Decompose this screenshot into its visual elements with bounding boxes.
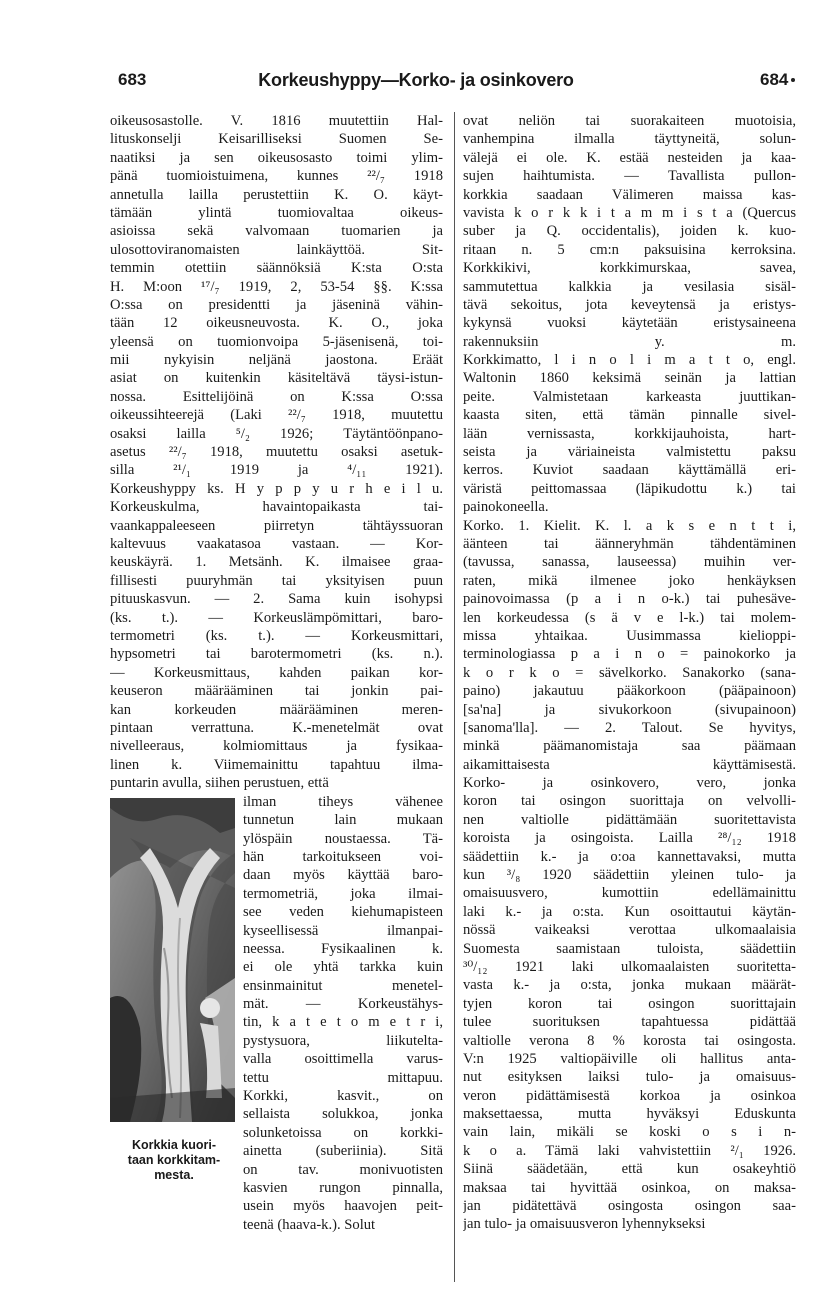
left-page-number: 683 (118, 70, 147, 89)
left-column-text-line: H. M:oon ¹⁷/₇ 1919, 2, 53-54 §§. K:ssa (110, 278, 443, 295)
right-column-text-line: kerros. Kuviot saadaan käyttämällä eri- (463, 462, 796, 479)
right-column-text-line: vain lain, mikäli se koski o s i n- (463, 1124, 796, 1141)
right-column-text-line: Waltonin 1860 keksimä seinän ja lattian (463, 370, 796, 387)
left-column-text-line: linen k. Viimemainittu tapahtuu ilma- (110, 756, 443, 773)
left-column-text-line: hypsometri tai barotermometri (ks. n.). (110, 646, 443, 663)
right-column-text-line: veron pidättämisestä korkoa ja osinkoa (463, 1087, 796, 1104)
right-column-text-line: painovoimassa (p a i n o-k.) tai puhesäve- (463, 591, 796, 608)
right-column-text-line: Korkkimatto, l i n o l i m a t t o, engl. (463, 352, 796, 369)
left-column-text-line: fillisesti puuryhmän tai yksityisen puun (110, 572, 443, 589)
left-column-text-line: osaksi laillа ⁵/₂ 1926; Täytäntöönpano- (110, 425, 443, 442)
left-column-text-line: keuskäyrä. 1. Metsänh. K. ilmaisee graa- (110, 554, 443, 571)
right-column-text-line: kun ³/₈ 1920 säädettiin yleinen tulo- ja (463, 867, 796, 884)
right-column-text-line: raten, mikä ilmenee joko henkäyksen (463, 572, 796, 589)
narrow-column-text-line: valla osoittimella varus- (243, 1051, 443, 1068)
right-column-text-line: välejä ei ole. K. estää nesteiden ja kaa- (463, 149, 796, 166)
right-column-text-line: vavista k o r k k i t a m m i s t a (Quercus (463, 204, 796, 221)
right-column-text-line: tävä sekoitus, jota keveytensä ja eristys- (463, 296, 796, 313)
running-header-title: Korkeushyppy—Korko- ja osinkovero (258, 70, 574, 90)
right-column-text-line: laki k.- ja o:sta. Kun osoittautui käytän- (463, 903, 796, 920)
left-column-text-line: Korkeushyppy ks. H y p p y u r h e i l u. (110, 480, 443, 497)
narrow-column-text-line: kyseellisessä ilmanpai- (243, 922, 443, 939)
right-column-text-line: Korko- ja osinkovero, vero, jonka (463, 775, 796, 792)
right-column-text-line: Suomesta saamistaan tuloista, säädettiin (463, 940, 796, 957)
left-column-text-line: ulosottoviranomaisten lainkäyttöä. Sit- (110, 241, 443, 258)
left-column-text-line: yleensä on tuomionvoipa 5-jäsenisenä, toi- (110, 333, 443, 350)
left-column-text-line: temmin otettiin säännöksiä K:sta O:sta (110, 260, 443, 277)
right-column-text-line: väristä peittomassaa (läpikudottu k.) tai (463, 480, 796, 497)
right-text-column (463, 112, 796, 1234)
narrow-column-text-line: mät. — Korkeustähys- (243, 996, 443, 1013)
right-column-text-line: [sa'na] ja sivukorkoon (sivupainoon) (463, 701, 796, 718)
left-column-text-line: mii nykyisin neljänä jaostona. Eräät (110, 352, 443, 369)
left-column-text-line: vaankappaleeseen piirretyn tähtäyssuoran (110, 517, 443, 534)
right-column-text-line: painokoneella. (463, 499, 549, 516)
right-column-text-line: kaasta siten, että tämän pinnalle sivel- (463, 407, 796, 424)
right-column-text-line: aikamittaisesta käyttämisestä. (463, 756, 796, 773)
right-column-text-line: rakennuksiin y. m. (463, 333, 796, 350)
narrow-column-text-line: kasvien rungon pinnalla, (243, 1180, 443, 1196)
left-column-text-line: nivelleeraus, kolmiomittaus ja fysikaa- (110, 738, 443, 755)
right-page-number: 684 (760, 70, 789, 89)
left-column-text-line: lituskonselji Keisarilliseksi Suomen Se- (110, 131, 443, 148)
right-column-text-line: tyjen koron tai osingon suorittajain (463, 995, 796, 1012)
narrow-column-text-line: ylöspäin noustaessa. Tä- (243, 830, 443, 847)
right-column-text-line: sammutettua kalkkia ja vesilasia sisäl- (463, 278, 796, 295)
right-column-text-line: [sanoma'lla]. — 2. Talout. Se hyvitys, (463, 719, 796, 736)
right-column-text-line: säädettiin k.- ja o:oa kannettavaksi, mutta (463, 848, 796, 865)
narrow-column-text-line: tettu mittapuu. (243, 1069, 443, 1086)
right-column-text-line: len korkeudessa (s ä v e l-k.) tai molem- (463, 609, 796, 626)
left-column-text-line: oikeussihteerejä (Laki ²²/₇ 1918, muutettu (110, 407, 443, 424)
left-column-text-line: Korkeuskulma, havaintopaikasta tai- (110, 499, 443, 516)
right-column-text-line: ritaan n. 5 cm:n paksuisina kerroksina. (463, 241, 796, 258)
right-column-text-line: maksaa tai hyvittää osinkoa, on maksa- (463, 1179, 796, 1196)
narrow-column-text-line: neessa. Fysikaalinen k. (243, 940, 443, 957)
left-column-text-line: puntarin avulla, siihen perustuen, että (110, 775, 329, 792)
right-column-text-line: nut esityksen laiksi tulo- ja omaisuus- (463, 1069, 796, 1086)
narrow-column-text-line: ilman tiheys vähenee (243, 793, 443, 810)
right-column-text-line: omaisuusvero, kumottiin edellämainittu (463, 885, 796, 902)
right-column-text-line: seista ja väriaineista valmistettu paksu (463, 444, 796, 461)
left-column-text-line: oikeusosastolle. V. 1816 muutettiin Hal- (110, 113, 443, 129)
left-narrow-text-column (243, 793, 443, 1234)
left-column-text-line: keuseron määrääminen tai jonkin pai- (110, 683, 443, 700)
narrow-column-text-line: solunketoissa on korkki- (243, 1124, 443, 1141)
right-column-text-line: maksettaessa, mutta hyväksyi Eduskunta (463, 1106, 796, 1123)
right-column-text-line: nen valtiolle pidättämään suoritettavista (463, 811, 796, 828)
right-column-text-line: V:n 1925 valtiopäiville oli hallitus anta- (463, 1050, 796, 1067)
right-column-text-line: minkä päämanomistaja saa päämaan (463, 738, 796, 755)
right-column-text-line: paino) jakautuu pääkorkoon (pääpainoon) (463, 683, 796, 700)
left-column-text-line: pituuskasvun. — 2. Sama kuin isohypsi (110, 591, 443, 608)
left-column-text-line: tämään ylintä tuomiovaltaa oikeus- (110, 204, 443, 221)
left-column-text-line: silla ²¹/₁ 1919 ja ⁴/₁₁ 1921). (110, 462, 443, 479)
left-column-text-line: asiat on kuitenkin käsiteltävä täysi-istun- (110, 370, 443, 387)
left-column-text-line: annetulla laillа perustettiin K. O. käyt- (110, 186, 443, 203)
right-column-text-line: jan tulo- ja omaisuusveron lyhennykseksi (463, 1216, 706, 1233)
narrow-column-text-line: usein myös haavojen peit- (243, 1198, 443, 1215)
narrow-column-text-line: daan myös käyttää baro- (243, 867, 443, 884)
right-column-text-line: k o r k o = sävelkorko. Sanakorko (sana- (463, 664, 796, 681)
right-column-text-line: suber ja Q. occidentalis), joiden k. kuo- (463, 223, 796, 240)
narrow-column-text-line: tin, k a t e t o m e t r i, (243, 1014, 443, 1031)
right-column-text-line: sujen haihtumista. — Tavallista pullon- (463, 168, 796, 185)
print-speck (791, 78, 795, 82)
right-column-text-line: kykynsä vuoksi käytetään eristysaineena (463, 315, 796, 332)
column-divider (454, 112, 455, 1282)
left-column-text-line: termometri (ks. t.). — Korkeusmittari, (110, 627, 443, 644)
narrow-column-text-line: see veden kiehumapisteen (243, 904, 443, 921)
left-column-text-line: pintaan verrattuna. K.-menetelmät ovat (110, 719, 443, 736)
right-column-text-line: nössä vaikeaksi verottaa ulkomaalaisia (463, 922, 796, 939)
narrow-column-text-line: tunnetun lain mukaan (243, 812, 443, 829)
left-column-text-line: asetus ²²/₇ 1918, muutettu osaksi asetuk- (110, 444, 443, 461)
right-column-text-line: (tavussa, sanassa, lauseessa) muihin ver- (463, 554, 796, 571)
left-column-text-line: naatiksi ja sen oikeusosasto toimi ylim- (110, 149, 443, 166)
left-column-text-line: O:ssa on presidentti ja jäseninä vähin- (110, 296, 443, 313)
caption-line: Korkkia kuori- (131, 1138, 217, 1152)
left-column-text-line: pänä tuomioistuimena, kunnes ²²/₇ 1918 (110, 168, 443, 185)
left-column-text-line: kan korkeuden määrääminen meren- (110, 701, 443, 718)
left-column-text-line: kaltevuus vaakatasoa vastaan. — Kor- (110, 535, 443, 552)
cork-oak-photo (110, 798, 235, 1122)
photo-caption (108, 1138, 240, 1183)
right-column-text-line: ovat neliön tai suorakaiteen muotoisia, (463, 113, 796, 129)
caption-line: mesta. (154, 1168, 194, 1182)
narrow-column-text-line: hän tarkoitukseen voi- (243, 848, 443, 865)
right-column-text-line: valtiolle verona 8 % korosta tai osingosta. (463, 1032, 796, 1049)
narrow-column-text-line: ainetta (suberiinia). Sitä (243, 1143, 443, 1160)
right-column-text-line: Korkkikivi, korkkimurskaa, savea, (463, 260, 796, 277)
left-column-text-line: tään 12 oikeusneuvosta. K. O., joka (110, 315, 443, 332)
right-column-text-line: missa yhtaikaa. Uusimmassa kielioppi- (463, 627, 796, 644)
right-column-text-line: ³⁰/₁₂ 1921 laki ulkomaalaisten suoritetta- (463, 958, 796, 975)
right-column-text-line: koroista ja osingoista. Laillа ²⁸/₁₂ 1918 (463, 830, 796, 847)
right-column-text-line: tulee suorituksen tapahtuessa pidättää (463, 1014, 796, 1031)
narrow-column-text-line: ensinmainitut menetel- (243, 977, 443, 994)
narrow-column-text-line: termometriä, joka ilmai- (243, 885, 443, 902)
left-text-column (110, 112, 443, 792)
right-column-text-line: peite. Valmistetaan karkeasta juuttikan- (463, 388, 796, 405)
narrow-column-text-line: ei ole yhtä tarkka kuin (243, 959, 443, 976)
right-column-text-line: Siinä säädetään, että kun osakeyhtiö (463, 1161, 796, 1178)
right-column-text-line: Korko. 1. Kielit. K. l. a k s e n t t i, (463, 517, 796, 534)
narrow-column-text-line: sellaista solukkoa, jonka (243, 1106, 443, 1123)
narrow-column-text-line: Korkki, kasvit., on (243, 1088, 443, 1105)
narrow-column-text-line: pystysuora, liikutelta- (243, 1032, 443, 1049)
right-column-text-line: k o a. Tämä laki vahvistettiin ²/₁ 1926. (463, 1142, 796, 1159)
right-column-text-line: terminologiassa p a i n o = painokorko ja (463, 646, 796, 663)
left-column-text-line: (ks. t.). — Korkeuslämpömittari, baro- (110, 609, 443, 626)
right-column-text-line: lään vernissasta, korkkijauhoista, hart- (463, 425, 796, 442)
left-column-text-line: — Korkeusmittaus, kahden paikan kor- (110, 664, 443, 681)
narrow-column-text-line: teenä (haava-k.). Solut (243, 1216, 376, 1233)
right-column-text-line: äänteen tai äänneryhmän tähdentäminen (463, 535, 796, 552)
right-column-text-line: vasta k.- ja o:sta, jonka mukaan määrät- (463, 977, 796, 994)
caption-line: taan korkkitam- (127, 1153, 221, 1167)
right-column-text-line: vanhempina ilmalla täyttyneitä, solun- (463, 131, 796, 148)
right-column-text-line: jan pidätettävä osingosta osingon saa- (463, 1198, 796, 1215)
left-column-text-line: nossa. Esittelijöinä on K:ssa O:ssa (110, 388, 443, 405)
right-column-text-line: koron tai osingon suorittaja on velvolli- (463, 793, 796, 810)
left-column-text-line: asioissa sekä valvomaan tuomarien ja (110, 223, 443, 240)
right-column-text-line: korkkia saadaan Välimeren maissa kas- (463, 186, 796, 203)
narrow-column-text-line: on tav. monivuotisten (243, 1161, 443, 1178)
